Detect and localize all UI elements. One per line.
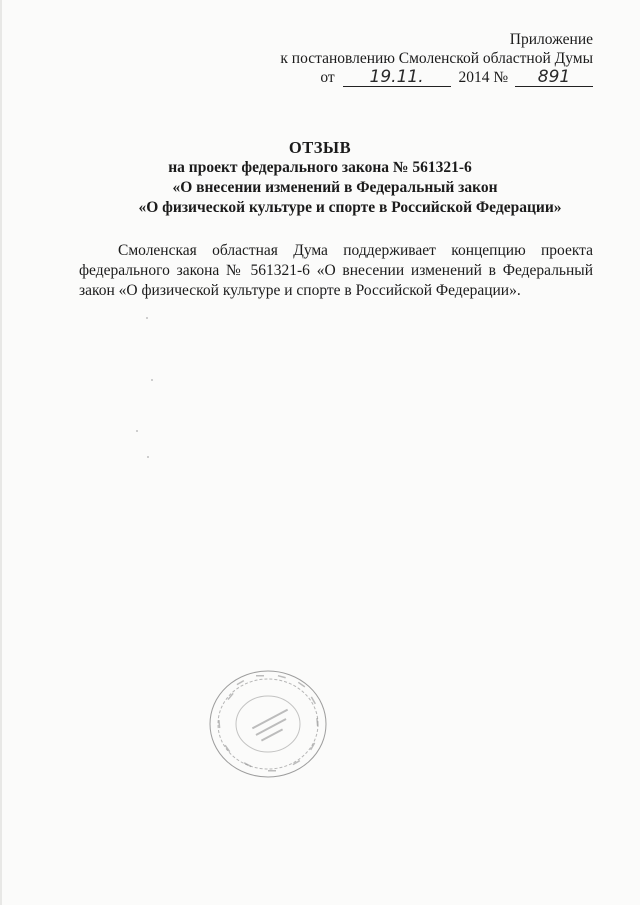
body-paragraph: Смоленская областная Дума поддерживает концепцию проекта федерального закона № 561321-6 «О внесении изменений в Федеральный закон «О физической культуре и спорте в Российской Федерации». [79,242,593,299]
scan-edge [0,0,2,905]
title-line-2: «О внесении изменений в Федеральный закон [172,179,498,196]
resolution-line: к постановлению Смоленской областной Думы [280,50,593,67]
date-number-line [233,68,593,87]
title-line-1: на проект федерального закона № 561321-6 [168,159,472,176]
document-title [0,138,640,218]
scan-speck [147,456,149,458]
scan-speck [151,379,153,381]
handwritten-number: 891 [515,69,593,87]
from-label: от [320,69,335,86]
title-heading: ОТЗЫВ [288,138,352,157]
scan-speck [146,317,148,319]
official-seal-stamp [206,666,336,784]
appendix-header [233,30,593,87]
scan-speck [136,430,138,432]
year-number-label: 2014 № [458,69,509,86]
handwritten-date: 19.11. [343,69,451,87]
title-line-3: «О физической культуре и спорте в Российской Федерации» [138,199,562,216]
appendix-label: Приложение [509,31,593,48]
